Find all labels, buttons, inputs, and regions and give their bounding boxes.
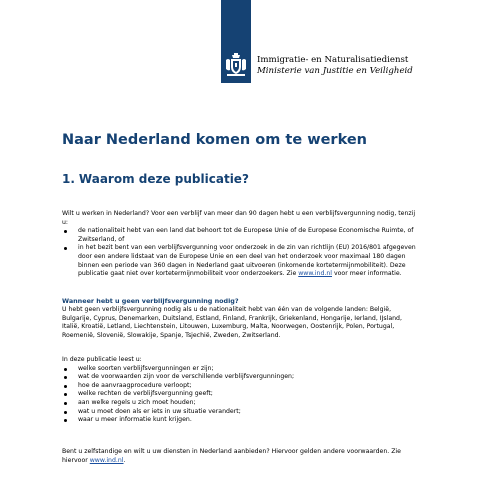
list-item: welke soorten verblijfsvergunningen er zijn;	[62, 365, 418, 374]
bullet2-after: voor meer informatie.	[333, 270, 402, 278]
organization-logo-text	[257, 55, 413, 77]
list-item: aan welke regels u zich moet houden;	[62, 399, 418, 408]
section-number: 1.	[62, 172, 75, 186]
ind-link[interactable]: www.ind.nl	[89, 456, 124, 464]
bullet2-text: in het bezit bent van een verblijfsvergunning voor onderzoek in de zin van richtlijn (EU) 2016/801 afgegeven door een andere lidstaat van de Europese Unie en een deel van het onderzoek voor maximaal 180 dagen binnen een periode van 360 dagen in Nederland gaat uitvoeren (inkomende kortetermijnmobiliteit). Deze publicatie gaat niet over kortetermijnmobiliteit voor onderzoekers. Zie	[78, 244, 416, 278]
intro-paragraph: Wilt u werken in Nederland? Voor een verblijf van meer dan 90 dagen hebt u een verblijfsvergunning nodig, tenzij u:	[62, 210, 416, 226]
list-item: wat de voorwaarden zijn voor de verschillende verblijfsvergunningen;	[62, 373, 418, 382]
contents-block	[62, 356, 418, 425]
ind-link[interactable]: www.ind.nl	[298, 270, 332, 278]
list-item	[62, 244, 418, 278]
section-heading	[62, 172, 249, 186]
list-item: hoe de aanvraagprocedure verloopt;	[62, 382, 418, 391]
selfemployed-after: .	[123, 456, 126, 464]
contents-intro: In deze publicatie leest u:	[62, 356, 142, 363]
intro-bullets	[62, 227, 418, 279]
intro-block	[62, 210, 418, 279]
subheading: Wanneer hebt u geen verblijfsvergunning nodig?	[62, 297, 239, 305]
coat-of-arms-icon	[223, 52, 249, 78]
list-item: de nationaliteit hebt van een land dat behoort tot de Europese Unie of de Europese Economische Ruimte, of Zwitserland, of	[62, 227, 418, 244]
section-title: Waarom deze publicatie?	[78, 172, 249, 186]
ministry-name: Ministerie van Justitie en Veiligheid	[257, 66, 413, 76]
page-title: Naar Nederland komen om te werken	[62, 132, 367, 148]
selfemployed-text: Bent u zelfstandige en wilt u uw diensten in Nederland aanbieden? Hiervoor gelden andere voorwaarden. Zie hiervoor	[62, 448, 401, 464]
selfemployed-paragraph	[62, 448, 418, 465]
list-item: wat u moet doen als er iets in uw situatie verandert;	[62, 408, 418, 417]
list-item: welke rechten de verblijfsvergunning geeft;	[62, 390, 418, 399]
logo-bar	[221, 0, 251, 83]
countries-paragraph: U hebt geen verblijfsvergunning nodig als u de nationaliteit hebt van één van de volgende landen: België, Bulgarije, Cyprus, Denemarken, Duitsland, Estland, Finland, Frankrijk, Griekenland, Hongarije, Ierland, IJsland, Italië, Kroatië, Letland, Liechtenstein, Litouwen, Luxemburg, Malta, Noorwegen, Oostenrijk, Polen, Portugal, Roemenië, Slovenië, Slowakije, Spanje, Tsjechië, Zweden, Zwitserland.	[62, 306, 402, 339]
contents-list	[62, 365, 418, 425]
list-item: waar u meer informatie kunt krijgen.	[62, 416, 418, 425]
org-name: Immigratie- en Naturalisatiedienst	[257, 55, 409, 65]
